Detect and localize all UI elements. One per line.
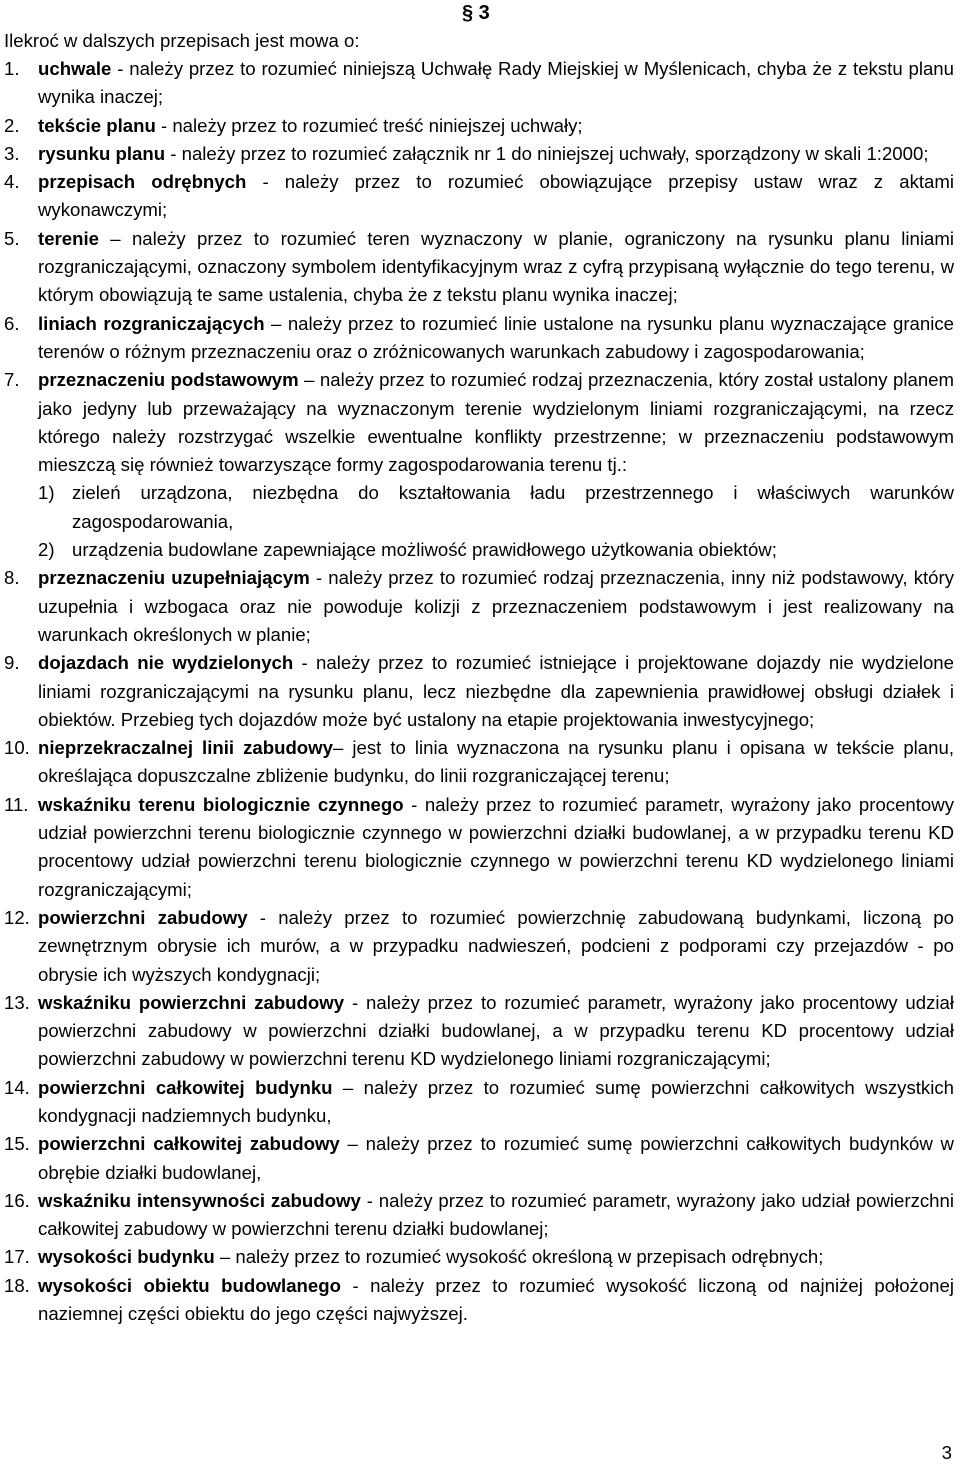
sub-list-number: 1) (38, 482, 55, 504)
definition-text: – należy przez to rozumieć wysokość określoną w przepisach odrębnych; (214, 1246, 824, 1268)
definition-number: 12. (4, 906, 30, 928)
sub-list-item (38, 479, 954, 536)
definition-number: 9. (4, 652, 20, 674)
definition-number: 1. (4, 58, 20, 79)
definition-item (4, 1187, 954, 1244)
definition-text: – należy przez to rozumieć teren wyznaczony w planie, ograniczony na rysunku planu liniami rozgraniczającymi, oznaczony symbolem identyfikacyjnym wraz z cyfrą przypisaną wyłącznie do tego terenu, w którym obowiązują te same ustalenia, chyba że z tekstu planu wynika inaczej; (38, 227, 954, 306)
definition-number: 14. (4, 1076, 30, 1098)
definition-number: 15. (4, 1133, 30, 1155)
definition-text: - należy przez to rozumieć istniejące i projektowane dojazdy nie wydzielone liniami rozgraniczającymi na rysunku planu, lecz niezbędne dla zapewnienia prawidłowej obsługi działek i obiektów. Przebieg tych dojazdów może być ustalony na etapie projektowania inwestycyjnego; (38, 652, 954, 730)
definition-term: nieprzekraczalnej linii zabudowy (38, 737, 333, 759)
definition-item (4, 791, 954, 904)
definition-item (4, 904, 954, 989)
definition-number: 3. (4, 142, 20, 164)
definition-term: powierzchni zabudowy (38, 906, 248, 928)
definition-number: 11. (4, 793, 29, 815)
definition-number: 2. (4, 114, 20, 136)
sub-list (38, 479, 954, 564)
definition-item (4, 1130, 954, 1187)
definition-text: - należy przez to rozumieć obowiązujące przepisy ustaw wraz z aktami wykonawczymi; (38, 171, 954, 221)
definition-number: 10. (4, 737, 30, 759)
definition-term: wskaźniku terenu biologicznie czynnego (38, 793, 404, 815)
definition-item (4, 734, 954, 791)
definition-term: powierzchni całkowitej zabudowy (38, 1133, 340, 1155)
definition-text: – należy przez to rozumieć rodzaj przeznaczenia, który został ustalony planem jako jedyny lub przeważający na wyznaczonym terenie wydzielonym liniami rozgraniczającymi, na rzecz którego należy rozstrzygać wszelkie ewentualne konflikty przestrzenne; w przeznaczeniu podstawowym mieszczą się również towarzyszące formy zagospodarowania terenu tj.: (38, 369, 955, 476)
definition-number: 7. (4, 369, 20, 391)
sub-list-text: zieleń urządzona, niezbędna do kształtowania ładu przestrzennego i właściwych warunków zagospodarowania, (72, 482, 954, 532)
definition-text: - należy przez to rozumieć parametr, wyrażony jako procentowy udział powierzchni zabudowy w powierzchni działki budowlanej, a w przypadku terenu KD procentowy udział powierzchni zabudowy w powierzchni terenu KD wydzielonego liniami rozgraniczającymi; (38, 991, 955, 1070)
definition-term: wskaźniku intensywności zabudowy (38, 1189, 361, 1211)
definition-item (4, 140, 954, 168)
definition-item (4, 1243, 954, 1271)
definition-text: - należy przez to rozumieć treść niniejszej uchwały; (155, 114, 583, 136)
definition-term: terenie (38, 227, 99, 249)
definition-text: - należy przez to rozumieć niniejszą Uchwałę Rady Miejskiej w Myślenicach, chyba że z tekstu planu wynika inaczej; (38, 58, 954, 108)
definition-number: 13. (4, 991, 30, 1013)
definition-number: 4. (4, 171, 20, 193)
definition-text: - należy przez to rozumieć załącznik nr 1 do niniejszej uchwały, sporządzony w skali 1:2000; (165, 142, 929, 164)
definition-text: – należy przez to rozumieć sumę powierzchni całkowitych wszystkich kondygnacji nadziemnych budynku, (38, 1076, 954, 1126)
definition-number: 18. (4, 1274, 30, 1296)
sub-list-item (38, 536, 954, 564)
definition-number: 16. (4, 1189, 30, 1211)
definition-text: - należy przez to rozumieć parametr, wyrażony jako procentowy udział powierzchni terenu biologicznie czynnego w powierzchni działki budowlanej, a w przypadku terenu KD procentowy udział powierzchni terenu biologicznie czynnego w powierzchni terenu KD wydzielonego liniami rozgraniczającymi; (38, 793, 954, 900)
definition-item (4, 1074, 954, 1131)
definition-term: wysokości obiektu budowlanego (38, 1274, 341, 1296)
definition-term: przeznaczeniu podstawowym (38, 369, 299, 391)
definition-term: wskaźniku powierzchni zabudowy (38, 991, 345, 1013)
page-number: 3 (941, 1442, 952, 1463)
definition-term: dojazdach nie wydzielonych (38, 652, 294, 674)
sub-list-text: urządzenia budowlane zapewniające możliwość prawidłowego użytkowania obiektów; (72, 539, 777, 561)
definition-item (4, 366, 954, 564)
definition-item (4, 168, 954, 225)
definition-text: - należy przez to rozumieć parametr, wyrażony jako udział powierzchni całkowitej zabudowy w powierzchni terenu działki budowlanej; (38, 1189, 954, 1240)
definition-number: 17. (4, 1246, 30, 1268)
definition-number: 5. (4, 227, 20, 249)
definition-item (4, 564, 954, 649)
definition-item (4, 1272, 954, 1329)
definition-term: przeznaczeniu uzupełniającym (38, 567, 310, 589)
definition-term: liniach rozgraniczających (38, 312, 265, 334)
definition-number: 8. (4, 567, 20, 589)
definition-term: powierzchni całkowitej budynku (38, 1076, 333, 1098)
definition-term: uchwale (38, 58, 112, 79)
definition-text: - należy przez to rozumieć rodzaj przeznaczenia, inny niż podstawowy, który uzupełnia i wzbogaca oraz nie powoduje kolizji z przeznaczeniem podstawowym i jest realizowany na warunkach określonych w planie; (38, 567, 954, 645)
definition-item (4, 649, 954, 734)
definition-term: tekście planu (38, 114, 156, 136)
definition-term: wysokości budynku (38, 1246, 215, 1268)
definition-number: 6. (4, 312, 20, 334)
definitions-list (4, 55, 954, 1328)
definition-item (4, 112, 954, 140)
definition-item (4, 989, 954, 1074)
section-mark: § 3 (462, 2, 490, 24)
definition-text: – należy przez to rozumieć sumę powierzchni całkowitych budynków w obrębie działki budowlanej, (38, 1133, 954, 1183)
definition-text: - należy przez to rozumieć wysokość liczoną od najniżej położonej naziemnej części obiektu do jego części najwyższej. (38, 1274, 954, 1325)
definition-item (4, 55, 954, 112)
intro-text: Ilekroć w dalszych przepisach jest mowa o: (4, 30, 360, 51)
sub-list-number: 2) (38, 539, 55, 561)
definition-term: rysunku planu (38, 142, 166, 164)
definition-term: przepisach odrębnych (38, 171, 247, 193)
definition-item (4, 310, 954, 367)
definition-text: – należy przez to rozumieć linie ustalone na rysunku planu wyznaczające granice terenów o różnym przeznaczeniu oraz o zróżnicowanych warunkach zabudowy i zagospodarowania; (38, 312, 954, 362)
definition-item (4, 225, 954, 310)
definition-text: – jest to linia wyznaczona na rysunku planu i opisana w tekście planu, określająca dopuszczalne zbliżenie budynku, do linii rozgraniczającej terenu; (38, 737, 954, 787)
definition-text: - należy przez to rozumieć powierzchnię zabudowaną budynkami, liczoną po zewnętrznym obrysie ich murów, a w przypadku nadwieszeń, podcieni z podporami czy przejazdów - po obrysie ich wyższych kondygnacji; (38, 906, 954, 985)
